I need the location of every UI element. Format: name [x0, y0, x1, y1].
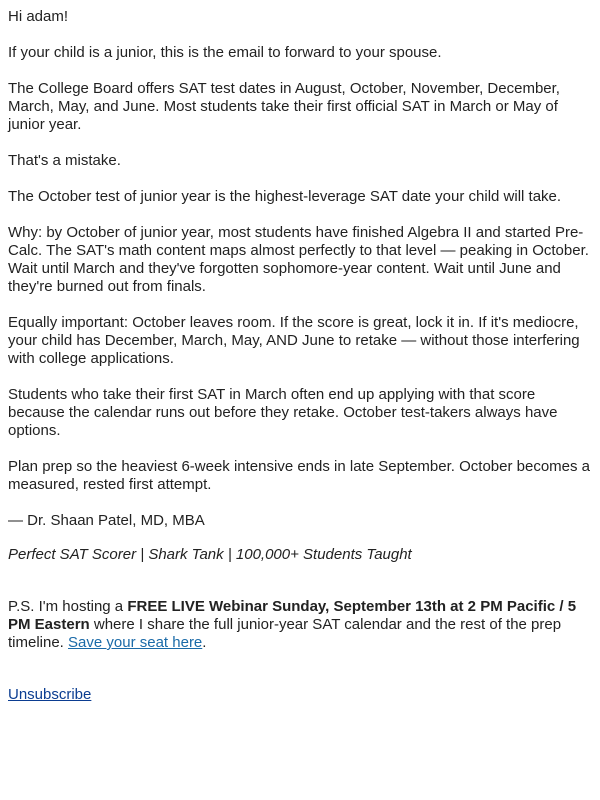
ps-middle: where I share the full junior-year SAT calendar and the rest of the prep timeline.	[8, 616, 562, 651]
paragraph-plan-prep: Plan prep so the heaviest 6-week intensive ends in late September. October becomes a measured, rested first attempt.	[8, 458, 591, 493]
ps-suffix: .	[202, 634, 207, 651]
ps-prefix: P.S. I'm hosting a	[8, 598, 128, 615]
unsubscribe-link[interactable]: Unsubscribe	[8, 686, 92, 703]
postscript	[8, 598, 592, 652]
paragraph-forward: If your child is a junior, this is the email to forward to your spouse.	[8, 44, 442, 61]
save-seat-link[interactable]: Save your seat here	[68, 634, 203, 651]
paragraph-october-leverage: The October test of junior year is the highest-leverage SAT date your child will take.	[8, 188, 562, 205]
paragraph-room: Equally important: October leaves room. If the score is great, lock it in. If it's mediocre, your child has December, March, May, AND June to retake — without those interfering with college applications.	[8, 314, 580, 367]
signature: — Dr. Shaan Patel, MD, MBA	[8, 512, 205, 529]
paragraph-march-takers: Students who take their first SAT in March often end up applying with that score because the calendar runs out before they retake. October test-takers always have options.	[8, 386, 558, 439]
tagline: Perfect SAT Scorer | Shark Tank | 100,000+ Students Taught	[8, 546, 412, 563]
greeting: Hi adam!	[8, 8, 69, 25]
paragraph-why: Why: by October of junior year, most students have finished Algebra II and started Pre-Calc. The SAT's math content maps almost perfectly to that level — peaking in October. Wait until March and they've forgotten sophomore-year content. Wait until June and they're burned out from finals.	[8, 224, 589, 295]
unsubscribe-row	[8, 686, 592, 704]
paragraph-mistake: That's a mistake.	[8, 152, 121, 169]
paragraph-test-dates: The College Board offers SAT test dates in August, October, November, December, March, May, and June. Most students take their first official SAT in March or May of junior year.	[8, 80, 560, 133]
webinar-details: FREE LIVE Webinar Sunday, September 13th at 2 PM Pacific / 5 PM Eastern	[8, 598, 577, 633]
